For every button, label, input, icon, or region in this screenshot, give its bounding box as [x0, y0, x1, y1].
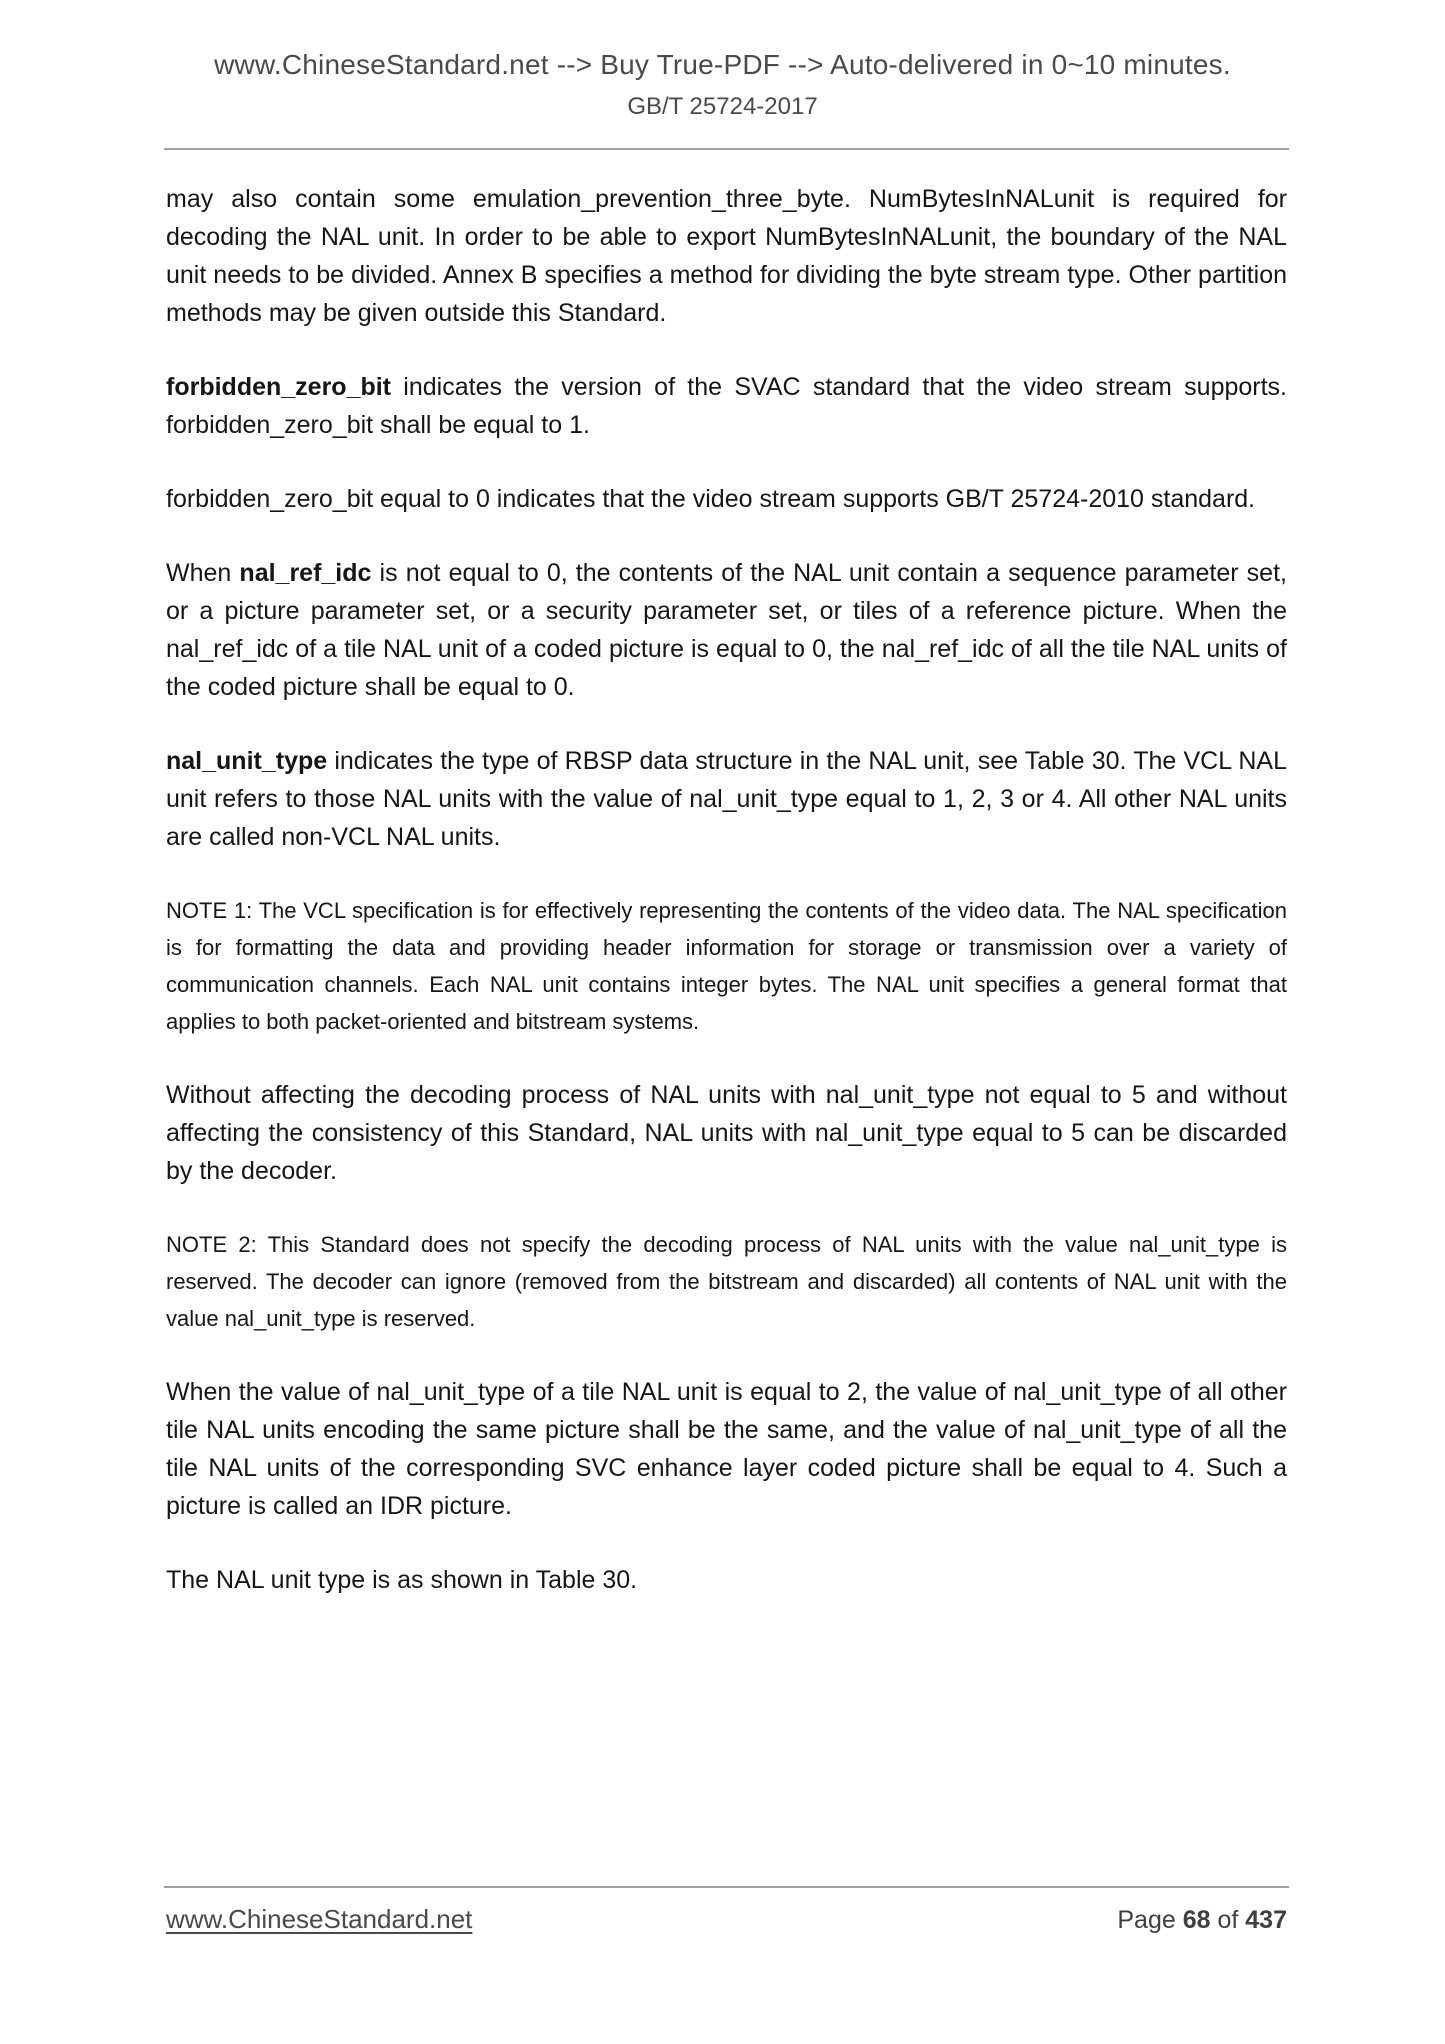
text-segment: When the value of nal_unit_type of a tile NAL unit is equal to 2, the value of nal_unit_type of all other tile NAL units encoding the same picture shall be the same, and the value of nal_unit_type of all the tile NAL units of the corresponding SVC enhance layer coded picture shall be equal to 4. Such a picture is called an IDR picture.	[166, 1378, 1287, 1520]
text-segment: The NAL unit type is as shown in Table 30.	[166, 1566, 638, 1594]
header-marketing-line: www.ChineseStandard.net --> Buy True-PDF --> Auto-delivered in 0~10 minutes.	[214, 49, 1231, 80]
paragraph-4	[166, 554, 1287, 706]
text-segment: Without affecting the decoding process of NAL units with nal_unit_type not equal to 5 and without affecting the consistency of this Standard, NAL units with nal_unit_type equal to 5 can be discarded by the decoder.	[166, 1081, 1287, 1185]
header-standard-number: GB/T 25724-2017	[627, 93, 818, 120]
page-indicator-current: 68	[1182, 1906, 1211, 1934]
paragraph-10	[166, 1561, 1287, 1599]
page-indicator-prefix: Page	[1117, 1906, 1176, 1934]
footer-site-link[interactable]: www.ChineseStandard.net	[166, 1904, 473, 1934]
paragraph-8	[166, 1226, 1287, 1337]
paragraph-1	[166, 180, 1287, 332]
page-header	[0, 0, 1445, 122]
bold-term: nal_ref_idc	[239, 559, 372, 587]
paragraph-7	[166, 1076, 1287, 1190]
paragraph-3	[166, 480, 1287, 518]
page-footer	[0, 1886, 1445, 1935]
bold-term: forbidden_zero_bit	[166, 373, 392, 401]
footer-row	[166, 1904, 1287, 1935]
page-indicator	[1117, 1906, 1287, 1935]
bold-term: nal_unit_type	[166, 747, 328, 775]
text-segment: is not equal to 0, the contents of the NAL unit contain a sequence parameter set, or a picture parameter set, or a security parameter set, or tiles of a reference picture. When the nal_ref_idc of a tile NAL unit of a coded picture is equal to 0, the nal_ref_idc of all the tile NAL units of the coded picture shall be equal to 0.	[166, 559, 1287, 701]
page-indicator-total: 437	[1245, 1906, 1287, 1934]
text-segment: indicates the type of RBSP data structure in the NAL unit, see Table 30. The VCL NAL unit refers to those NAL units with the value of nal_unit_type equal to 1, 2, 3 or 4. All other NAL units are called non-VCL NAL units.	[166, 747, 1287, 851]
document-body	[0, 150, 1445, 1599]
paragraph-9	[166, 1373, 1287, 1525]
paragraph-2	[166, 368, 1287, 444]
text-segment: NOTE 2: This Standard does not specify the decoding process of NAL units with the value nal_unit_type is reserved. The decoder can ignore (removed from the bitstream and discarded) all contents of NAL unit with the value nal_unit_type is reserved.	[166, 1232, 1287, 1331]
text-segment: NOTE 1: The VCL specification is for effectively representing the contents of the video data. The NAL specification is for formatting the data and providing header information for storage or transmission over a variety of communication channels. Each NAL unit contains integer bytes. The NAL unit specifies a general format that applies to both packet-oriented and bitstream systems.	[166, 898, 1287, 1034]
text-segment: indicates the version of the SVAC standard that the video stream supports. forbidden_zero_bit shall be equal to 1.	[166, 373, 1287, 439]
footer-divider	[164, 1886, 1289, 1888]
text-segment: forbidden_zero_bit equal to 0 indicates that the video stream supports GB/T 25724-2010 standard.	[166, 485, 1256, 513]
page-indicator-connector: of	[1217, 1906, 1239, 1934]
paragraph-6	[166, 892, 1287, 1040]
text-segment: may also contain some emulation_prevention_three_byte. NumBytesInNALunit is required for decoding the NAL unit. In order to be able to export NumBytesInNALunit, the boundary of the NAL unit needs to be divided. Annex B specifies a method for dividing the byte stream type. Other partition methods may be given outside this Standard.	[166, 185, 1287, 327]
text-segment: When	[166, 559, 240, 587]
paragraph-5	[166, 742, 1287, 856]
